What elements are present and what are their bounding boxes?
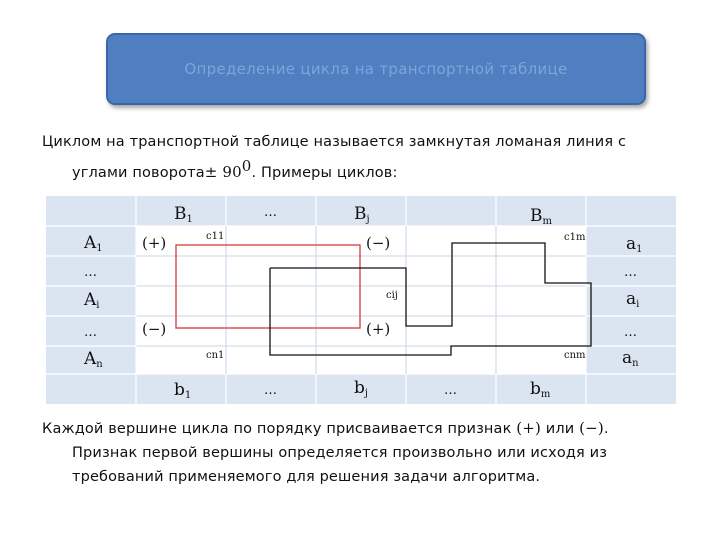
demand-b1: b1: [174, 380, 192, 401]
sign-plus-r1c1: (+): [142, 234, 167, 252]
outro-line-1-mid: или: [541, 421, 580, 437]
supply-dots-1: …: [624, 265, 637, 280]
outro-line-1-start: Каждой вершине цикла по порядку присваивается признак: [42, 421, 517, 437]
supply-dots-2: …: [624, 325, 637, 340]
row-header-ai: Ai: [84, 290, 100, 311]
intro-line-2-start: углами поворота: [72, 164, 205, 181]
demand-dots-2: …: [444, 383, 457, 398]
supply-an: an: [622, 348, 639, 369]
supply-a1: a1: [626, 234, 643, 255]
row-header-a1: A1: [84, 233, 103, 254]
sign-minus-rkc1: (−): [142, 320, 167, 338]
outro-line-3: требований применяемого для решения задачи алгоритма.: [72, 469, 541, 485]
angle-symbol: ± 90: [204, 162, 242, 181]
demand-dots-1: …: [264, 383, 277, 398]
angle-degree: 0: [241, 157, 252, 175]
outro-plus-sign: (+): [516, 419, 541, 437]
supply-ai: ai: [626, 289, 640, 310]
row-header-dots-2: …: [84, 325, 97, 340]
cost-cnm: cnm: [564, 350, 586, 361]
cost-cn1: cn1: [206, 350, 225, 361]
outro-paragraph: [42, 416, 609, 489]
demand-bj: bj: [354, 378, 368, 399]
intro-line-2-end: . Примеры циклов:: [251, 164, 398, 181]
row-header-dots-1: …: [84, 265, 97, 280]
slide-title: Определение цикла на транспортной таблице: [184, 60, 568, 78]
sign-minus-r1cj: (−): [366, 234, 391, 252]
col-header-b1: B1: [174, 204, 193, 225]
intro-line-1: Циклом на транспортной таблице называется замкнутая ломаная линия с: [42, 134, 627, 150]
cost-c11: c11: [206, 231, 225, 242]
outro-line-1-end: .: [603, 421, 609, 437]
col-header-bj: Bj: [354, 204, 370, 225]
col-header-dots: …: [264, 205, 277, 220]
sign-plus-rkcj: (+): [366, 320, 391, 338]
row-header-an: An: [84, 349, 103, 370]
outro-line-2: Признак первой вершины определяется произвольно или исходя из: [72, 445, 608, 461]
demand-bm: bm: [530, 379, 551, 400]
outro-minus-sign: (−): [579, 419, 604, 437]
cost-c1m: c1m: [564, 232, 586, 243]
col-header-bm: Bm: [530, 206, 552, 227]
cost-cij: cij: [386, 290, 398, 301]
